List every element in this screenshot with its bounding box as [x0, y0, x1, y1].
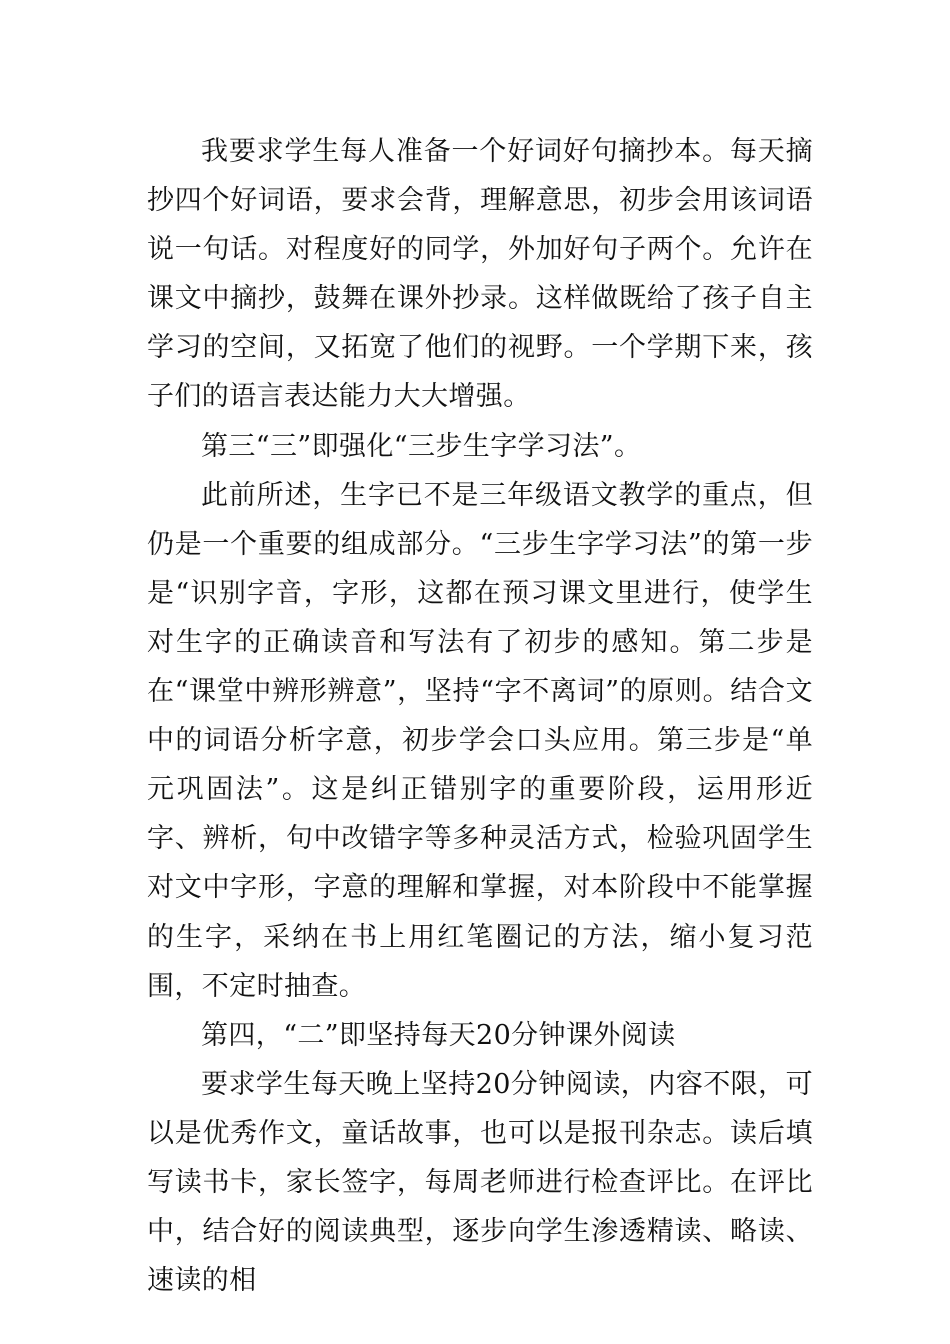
- paragraph-three-step-method: 此前所述，生字已不是三年级语文教学的重点，但仍是一个重要的组成部分。“三步生字学习法”的第一步是“识别字音，字形，这都在预习课文里进行，使学生对生字的正确读音和写法有了初步的感知。第二步是在“课堂中辨形辨意”，坚持“字不离词”的原则。结合文中的词语分析字意，初步学会口头应用。第三步是“单元巩固法”。这是纠正错别字的重要阶段，运用形近字、辨析，句中改错字等多种灵活方式，检验巩固学生对文中字形，字意的理解和掌握，对本阶段中不能掌握的生字，采纳在书上用红笔圈记的方法，缩小复习范围，不定时抽查。: [147, 479, 813, 1002]
- document-body: [147, 127, 813, 1305]
- paragraph-excerpt-notebook: 我要求学生每人准备一个好词好句摘抄本。每天摘抄四个好词语，要求会背，理解意思，初步会用该词语说一句话。对程度好的同学，外加好句子两个。允许在课文中摘抄，鼓舞在课外抄录。这样做既给了孩子自主学习的空间，又拓宽了他们的视野。一个学期下来，孩子们的语言表达能力大大增强。: [147, 136, 813, 413]
- paragraph-daily-reading: 要求学生每天晚上坚持20分钟阅读，内容不限，可以是优秀作文，童话故事，也可以是报刊杂志。读后填写读书卡，家长签字，每周老师进行检查评比。在评比中，结合好的阅读典型，逐步向学生渗透精读、略读、速读的相: [147, 1068, 813, 1297]
- paragraph-heading-fourth-point: 第四，“二”即坚持每天20分钟课外阅读: [201, 1019, 676, 1051]
- paragraph-heading-third-point: 第三“三”即强化“三步生字学习法”。: [201, 430, 642, 462]
